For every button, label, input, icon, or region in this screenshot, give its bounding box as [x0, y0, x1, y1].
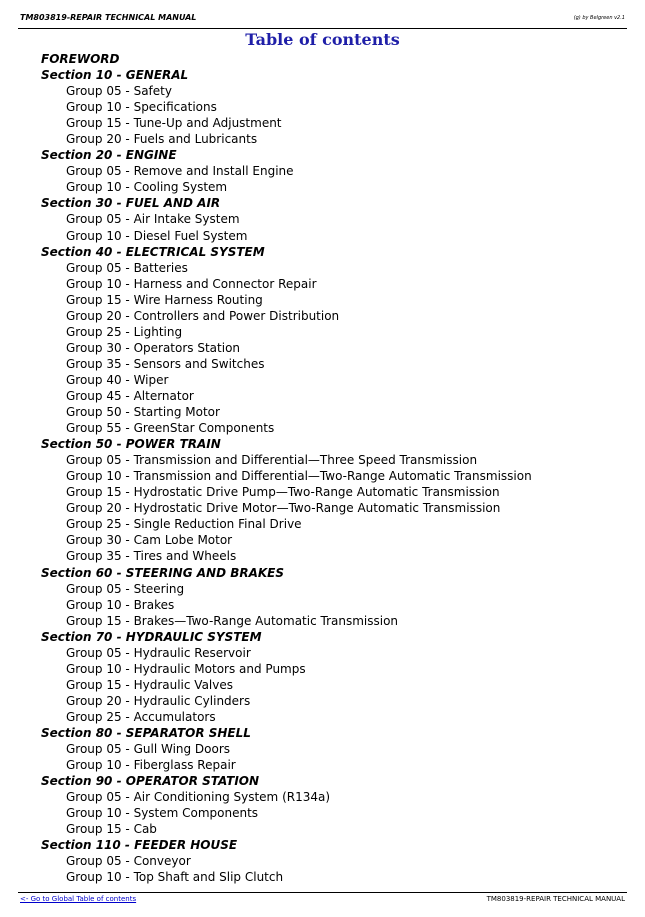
toc-group-link[interactable]: Group 10 - Brakes	[66, 597, 175, 612]
toc-group-link[interactable]: Group 15 - Brakes—Two-Range Automatic Transmission	[66, 613, 399, 628]
toc-group-link[interactable]: Group 20 - Controllers and Power Distribution	[66, 308, 340, 323]
toc-group-link[interactable]: Group 05 - Air Conditioning System (R134a)	[66, 790, 331, 805]
toc-group-link[interactable]: Group 10 - Harness and Connector Repair	[66, 276, 317, 291]
toc-group-link[interactable]: Group 20 - Hydraulic Cylinders	[66, 693, 251, 708]
toc-group-link[interactable]: Group 30 - Operators Station	[66, 340, 241, 355]
page-footer	[18, 892, 627, 905]
page-header	[18, 12, 627, 29]
toc-section-link[interactable]: Section 80 - SEPARATOR SHELL	[41, 725, 251, 740]
toc-group-link[interactable]: Group 30 - Cam Lobe Motor	[66, 533, 233, 548]
toc-section-link[interactable]: Section 70 - HYDRAULIC SYSTEM	[41, 629, 262, 644]
toc-group-link[interactable]: Group 45 - Alternator	[66, 388, 194, 403]
toc-group-link[interactable]: Group 05 - Safety	[66, 84, 172, 99]
toc-section-link[interactable]: Section 50 - POWER TRAIN	[41, 437, 221, 452]
toc-group-link[interactable]: Group 25 - Single Reduction Final Drive	[66, 517, 302, 532]
toc-group-link[interactable]: Group 05 - Transmission and Differential—Three Speed Transmission	[66, 453, 478, 468]
toc-group-link[interactable]: Group 20 - Fuels and Lubricants	[66, 132, 258, 147]
toc-group-link[interactable]: Group 25 - Accumulators	[66, 709, 216, 724]
toc-group-link[interactable]: Group 10 - Diesel Fuel System	[66, 228, 248, 243]
toc-group-link[interactable]: Group 55 - GreenStar Components	[66, 421, 275, 436]
toc-section-link[interactable]: Section 30 - FUEL AND AIR	[41, 196, 221, 211]
toc-group-link[interactable]: Group 25 - Lighting	[66, 324, 183, 339]
toc-group-link[interactable]: Group 10 - Specifications	[66, 100, 217, 115]
toc-heading: Table of contents	[245, 30, 400, 49]
toc-section-link[interactable]: Section 90 - OPERATOR STATION	[41, 774, 260, 789]
toc-group-link[interactable]: Group 10 - System Components	[66, 806, 259, 821]
toc-group-link[interactable]: Group 05 - Conveyor	[66, 854, 191, 869]
toc-section-link[interactable]: Section 20 - ENGINE	[41, 148, 177, 163]
toc-group-link[interactable]: Group 10 - Hydraulic Motors and Pumps	[66, 661, 306, 676]
toc-group-link[interactable]: Group 15 - Hydrostatic Drive Pump—Two-Range Automatic Transmission	[66, 485, 500, 500]
toc-group-link[interactable]: Group 05 - Air Intake System	[66, 212, 240, 227]
manual-title: TM803819-REPAIR TECHNICAL MANUAL	[20, 13, 197, 22]
toc-group-link[interactable]: Group 15 - Wire Harness Routing	[66, 292, 263, 307]
toc-group-link[interactable]: Group 05 - Steering	[66, 581, 185, 596]
toc-group-link[interactable]: Group 15 - Cab	[66, 822, 157, 837]
toc-group-link[interactable]: Group 10 - Cooling System	[66, 180, 228, 195]
toc-group-link[interactable]: Group 35 - Sensors and Switches	[66, 356, 265, 371]
global-toc-link[interactable]: <- Go to Global Table of contents	[20, 895, 137, 903]
toc-section-link[interactable]: Section 10 - GENERAL	[41, 68, 189, 83]
toc-group-link[interactable]: Group 10 - Transmission and Differential—Two-Range Automatic Transmission	[66, 469, 532, 484]
toc-section-link[interactable]: Section 60 - STEERING AND BRAKES	[41, 565, 285, 580]
credit-text: (g) by Belgreen v2.1	[573, 15, 625, 21]
toc-group-link[interactable]: Group 05 - Gull Wing Doors	[66, 742, 231, 757]
footer-manual-title: TM803819-REPAIR TECHNICAL MANUAL	[486, 895, 625, 903]
toc-group-link[interactable]: Group 15 - Tune-Up and Adjustment	[66, 116, 282, 131]
toc-group-link[interactable]: Group 15 - Hydraulic Valves	[66, 677, 233, 692]
toc-section-link[interactable]: FOREWORD	[41, 52, 120, 66]
toc-group-link[interactable]: Group 35 - Tires and Wheels	[66, 549, 237, 564]
toc-group-link[interactable]: Group 05 - Remove and Install Engine	[66, 164, 294, 179]
toc-group-link[interactable]: Group 05 - Hydraulic Reservoir	[66, 645, 251, 660]
toc-list	[0, 51, 645, 885]
toc-section-link[interactable]: Section 110 - FEEDER HOUSE	[41, 838, 238, 853]
toc-group-link[interactable]: Group 20 - Hydrostatic Drive Motor—Two-Range Automatic Transmission	[66, 501, 501, 516]
toc-section-link[interactable]: Section 40 - ELECTRICAL SYSTEM	[41, 244, 265, 259]
toc-group-link[interactable]: Group 50 - Starting Motor	[66, 405, 220, 420]
toc-group-link[interactable]: Group 05 - Batteries	[66, 260, 188, 275]
toc-group-link[interactable]: Group 10 - Top Shaft and Slip Clutch	[66, 870, 284, 885]
toc-group-link[interactable]: Group 10 - Fiberglass Repair	[66, 758, 236, 773]
toc-group-link[interactable]: Group 40 - Wiper	[66, 372, 169, 387]
